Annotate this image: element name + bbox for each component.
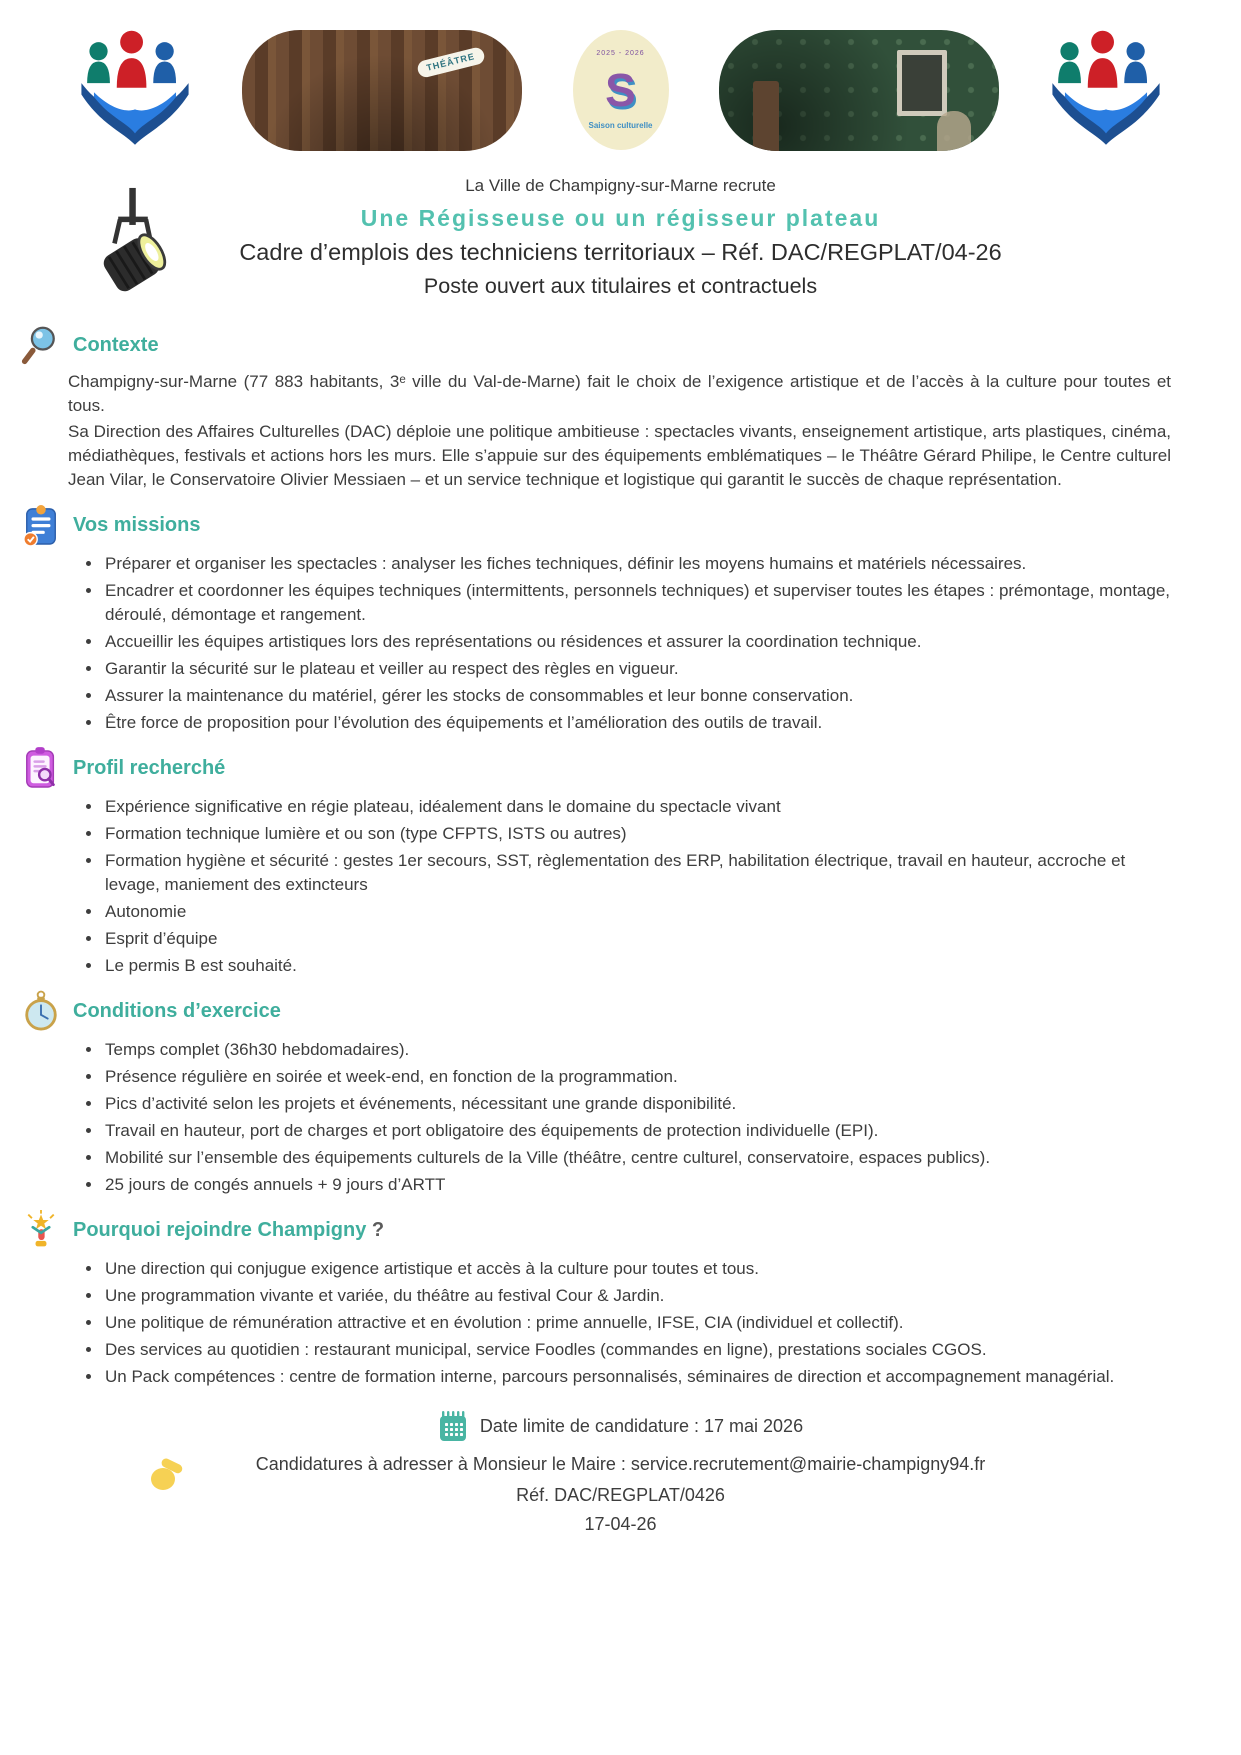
section-title: Conditions d’exercice — [73, 1000, 281, 1022]
list-item: • Pics d’activité selon les projets et événements, nécessitant une grande disponibilité. — [103, 1092, 1171, 1116]
champigny-logo-left — [78, 30, 192, 150]
section-contexte — [68, 322, 1171, 492]
list-item: • Formation hygiène et sécurité : gestes 1er secours, SST, règlementation des ERP, habilitation électrique, travail en hauteur, accroche et levage, maniement des extincteurs — [103, 849, 1171, 897]
section-title: Profil recherché — [73, 757, 226, 779]
list-item: • Être force de proposition pour l’évolution des équipements et l’amélioration des outils de travail. — [103, 711, 1171, 735]
header-image-strip — [0, 0, 1241, 152]
deadline-text: Date limite de candidature : 17 mai 2026 — [479, 1415, 804, 1436]
pointing-hand-icon — [148, 1455, 190, 1499]
clipboard-check-icon — [20, 502, 62, 548]
document-date: 17-04-26 — [584, 1514, 657, 1534]
star-person-icon — [20, 1207, 62, 1253]
contexte-paragraph-1: Champigny-sur-Marne (77 883 habitants, 3ᵉ ville du Val-de-Marne) fait le choix de l’exigence artistique et de l’accès à la culture pour toutes et tous. — [68, 372, 1171, 415]
photo-seated-figure — [937, 111, 971, 151]
list-item: • Autonomie — [103, 900, 1171, 924]
champigny-logo-icon — [78, 30, 192, 150]
apply-instructions: Candidatures à adresser à Monsieur le Maire : service.recrutement@mairie-champigny94.fr — [255, 1454, 986, 1474]
calendar-icon — [438, 1411, 468, 1443]
list-item: • Présence régulière en soirée et week-end, en fonction de la programmation. — [103, 1065, 1171, 1089]
saison-culturelle-badge — [573, 30, 669, 150]
list-item: • Accueillir les équipes artistiques lors des représentations ou résidences et assurer la coordination technique. — [103, 630, 1171, 654]
list-item: • Une direction qui conjugue exigence artistique et accès à la culture pour toutes et tous. — [103, 1257, 1171, 1281]
section-title — [73, 1218, 384, 1242]
section-title: Vos missions — [73, 514, 201, 536]
pourquoi-title-suffix: ? — [366, 1219, 385, 1241]
badge-season-years: 2025 - 2026 — [596, 50, 645, 57]
list-item: • Assurer la maintenance du matériel, gérer les stocks de consommables et leur bonne conservation. — [103, 684, 1171, 708]
title-block — [0, 174, 1241, 298]
missions-list — [68, 552, 1171, 735]
stopwatch-icon — [20, 988, 62, 1034]
conditions-header — [20, 988, 1171, 1034]
badge-label: Saison culturelle — [588, 121, 653, 130]
list-item: • Temps complet (36h30 hebdomadaires). — [103, 1038, 1171, 1062]
list-item: • Formation technique lumière et ou son (type CFPTS, ISTS ou autres) — [103, 822, 1171, 846]
list-item: • Mobilité sur l’ensemble des équipements culturels de la Ville (théâtre, centre culturel, conservatoire, espaces publics). — [103, 1146, 1171, 1170]
champigny-logo-right — [1049, 30, 1163, 150]
pourquoi-list — [68, 1257, 1171, 1389]
reference-code: Réf. DAC/REGPLAT/0426 — [516, 1485, 725, 1505]
list-item: • Des services au quotidien : restaurant municipal, service Foodles (commandes en ligne), prestations sociales CGOS. — [103, 1338, 1171, 1362]
list-item: • Le permis B est souhaité. — [103, 954, 1171, 978]
job-grade-reference: Cadre d’emplois des techniciens territoriaux – Réf. DAC/REGPLAT/04-26 — [239, 239, 1002, 265]
recruiting-line: La Ville de Champigny-sur-Marne recrute — [465, 176, 776, 195]
list-item: • Garantir la sécurité sur le plateau et veiller au respect des règles en vigueur. — [103, 657, 1171, 681]
clipboard-magnifier-icon — [20, 745, 62, 791]
contexte-header — [20, 322, 1171, 368]
section-profil — [68, 745, 1171, 978]
badge-letter: S — [605, 64, 636, 116]
list-item: • Préparer et organiser les spectacles : analyser les fiches techniques, définir les moyens humains et matériels nécessaires. — [103, 552, 1171, 576]
missions-header — [20, 502, 1171, 548]
profil-header — [20, 745, 1171, 791]
list-item: • Encadrer et coordonner les équipes techniques (intermittents, personnels techniques) et superviser toutes les étapes : prémontage, montage, déroulé, démontage et rangement. — [103, 579, 1171, 627]
list-item: • Esprit d’équipe — [103, 927, 1171, 951]
theatre-scene-photo — [719, 30, 999, 151]
list-item: • Expérience significative en régie plateau, idéalement dans le domaine du spectacle vivant — [103, 795, 1171, 819]
list-item: • Un Pack compétences : centre de formation interne, parcours personnalisés, séminaires de direction et accompagnement managérial. — [103, 1365, 1171, 1389]
list-item: • Travail en hauteur, port de charges et port obligatoire des équipements de protection individuelle (EPI). — [103, 1119, 1171, 1143]
profil-list — [68, 795, 1171, 978]
pourquoi-header — [20, 1207, 1171, 1253]
deadline-row — [0, 1411, 1241, 1443]
contexte-paragraph-2: Sa Direction des Affaires Culturelles (DAC) déploie une politique ambitieuse : spectacles vivants, enseignement artistique, arts plastiques, cinéma, médiathèques, festivals et actions hors les murs. Elle s’appuie sur des équipements emblématiques – le Théâtre Gérard Philipe, le Centre culturel Jean Vilar, le Conservatoire Olivier Messiaen – et un service technique et logistique qui garantit le succès de chaque représentation. — [68, 422, 1171, 489]
magnifier-icon — [20, 322, 62, 368]
champigny-logo-icon — [1049, 30, 1163, 150]
theatre-stage-photo — [242, 30, 522, 151]
list-item: • Une politique de rémunération attractive et en évolution : prime annuelle, IFSE, CIA (individuel et collectif). — [103, 1311, 1171, 1335]
document-body — [0, 322, 1241, 1389]
list-item: • 25 jours de congés annuels + 9 jours d’ARTT — [103, 1173, 1171, 1197]
section-missions — [68, 502, 1171, 735]
photo-picture-frame — [897, 50, 947, 116]
theatre-photo-label: THÉÂTRE — [416, 46, 486, 79]
job-open-statement: Poste ouvert aux titulaires et contractuels — [423, 274, 818, 298]
section-title: Contexte — [73, 334, 159, 356]
spotlight-icon — [96, 186, 170, 319]
pourquoi-title-text: Pourquoi rejoindre Champigny — [73, 1219, 367, 1241]
section-conditions — [68, 988, 1171, 1197]
job-title: Une Régisseuse ou un régisseur plateau — [360, 205, 881, 231]
conditions-list — [68, 1038, 1171, 1197]
section-pourquoi — [68, 1207, 1171, 1389]
footer — [0, 1411, 1241, 1536]
list-item: • Une programmation vivante et variée, du théâtre au festival Cour & Jardin. — [103, 1284, 1171, 1308]
photo-door-shape — [753, 81, 779, 151]
